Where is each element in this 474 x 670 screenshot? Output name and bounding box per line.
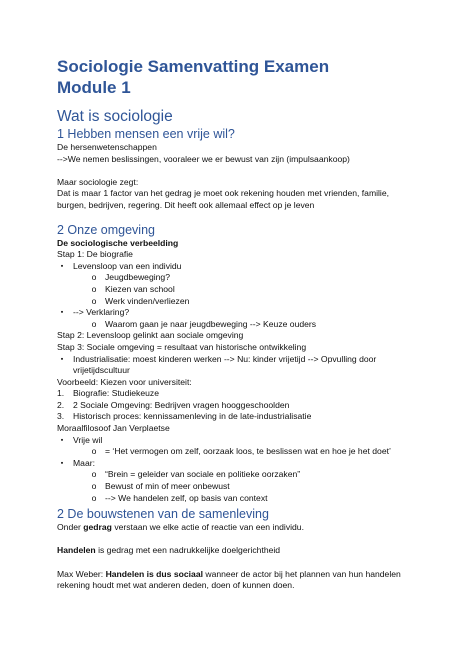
document-subtitle: Module 1 [57, 78, 131, 97]
paragraph-line: Stap 1: De biografie [57, 249, 133, 260]
paragraph-line: Moraalfilosoof Jan Verplaetse [57, 423, 170, 434]
square-bullet-icon: ▪ [60, 309, 64, 317]
bullet-item: ▪ Maar: [57, 458, 444, 470]
heading-wat-is-sociologie: Wat is sociologie [57, 108, 173, 125]
sub-bullet-item: o Waarom gaan je naar jeugdbeweging --> Keuze ouders [57, 319, 444, 331]
circle-bullet-icon: o [91, 446, 97, 457]
paragraph-line: Stap 3: Sociale omgeving = resultaat van historische ontwikkeling [57, 341, 307, 352]
bullet-continuation: vrijetijdscultuur [73, 365, 130, 376]
circle-bullet-icon: o [91, 318, 97, 329]
sub-bullet-item: o Werk vinden/verliezen [57, 296, 444, 308]
circle-bullet-icon: o [91, 469, 97, 480]
paragraph-line: rekening houdt met wat anderen deden, doen of kunnen doen. [57, 580, 295, 591]
paragraph-line: De hersenwetenschappen [57, 142, 157, 152]
heading-bouwstenen: 2 De bouwstenen van de samenleving [57, 507, 269, 522]
square-bullet-icon: ▪ [60, 436, 64, 444]
paragraph-line: Voorbeeld: Kiezen voor universiteit: [57, 376, 192, 387]
circle-bullet-icon: o [91, 272, 97, 283]
square-bullet-icon: ▪ [60, 355, 64, 363]
bullet-item: ▪ --> Verklaring? [57, 307, 444, 319]
sub-bullet-item: o = ‘Het vermogen om zelf, oorzaak loos, te beslissen wat en hoe je het doet’ [57, 446, 444, 458]
paragraph-line: Max Weber: Handelen is dus sociaal wanneer de actor bij het plannen van hun handelen [57, 568, 401, 579]
paragraph-line: Handelen is gedrag met een nadrukkelijke doelgerichtheid [57, 545, 281, 556]
bullet-item: ▪ Industrialisatie: moest kinderen werken --> Nu: kinder vrijetijd --> Opvulling door [57, 354, 444, 366]
sub-bullet-item: o --> We handelen zelf, op basis van context [57, 493, 444, 505]
numbered-item: 3. Historisch proces: kennissamenleving in de late-industrialisatie [57, 411, 312, 422]
numbered-item: 2. 2 Sociale Omgeving: Bedrijven vragen hooggeschoolden [57, 399, 290, 410]
circle-bullet-icon: o [91, 295, 97, 306]
numbered-item: 1. Biografie: Studiekeuze [57, 388, 159, 399]
blank-line [57, 534, 444, 546]
paragraph-line: Dat is maar 1 factor van het gedrag je moet ook rekening houden met vrienden, familie, [57, 188, 389, 199]
sub-bullet-item: o “Brein = geleider van sociale en politieke oorzaken” [57, 469, 444, 481]
paragraph-line: Stap 2: Levensloop gelinkt aan sociale omgeving [57, 330, 244, 341]
document-title: Sociologie Samenvatting Examen [57, 57, 330, 76]
square-bullet-icon: ▪ [60, 262, 64, 270]
sub-bullet-item: o Kiezen van school [57, 284, 444, 296]
circle-bullet-icon: o [91, 481, 97, 492]
bullet-item: ▪ Vrije wil [57, 435, 444, 447]
heading-vrije-wil: 1 Hebben mensen een vrije wil? [57, 127, 235, 141]
square-bullet-icon: ▪ [60, 459, 64, 467]
paragraph-line: Maar sociologie zegt: [57, 176, 139, 187]
bullet-item: ▪ Levensloop van een individu [57, 261, 444, 273]
blank-line [57, 557, 444, 569]
sub-bullet-item: o Jeugdbeweging? [57, 272, 444, 284]
circle-bullet-icon: o [91, 283, 97, 294]
paragraph-line: Onder gedrag verstaan we elke actie of reactie van een individu. [57, 522, 304, 533]
blank-line [57, 165, 444, 177]
heading-onze-omgeving: 2 Onze omgeving [57, 222, 155, 237]
circle-bullet-icon: o [91, 492, 97, 503]
paragraph-line: -->We nemen beslissingen, vooraleer we er bewust van zijn (impulsaankoop) [57, 153, 350, 164]
paragraph-line: burgen, bedrijven, regering. Dit heeft ook allemaal effect op je leven [57, 199, 315, 210]
sub-bullet-item: o Bewust of min of meer onbewust [57, 481, 444, 493]
subheading-sociologische-verbeelding: De sociologische verbeelding [57, 237, 179, 248]
